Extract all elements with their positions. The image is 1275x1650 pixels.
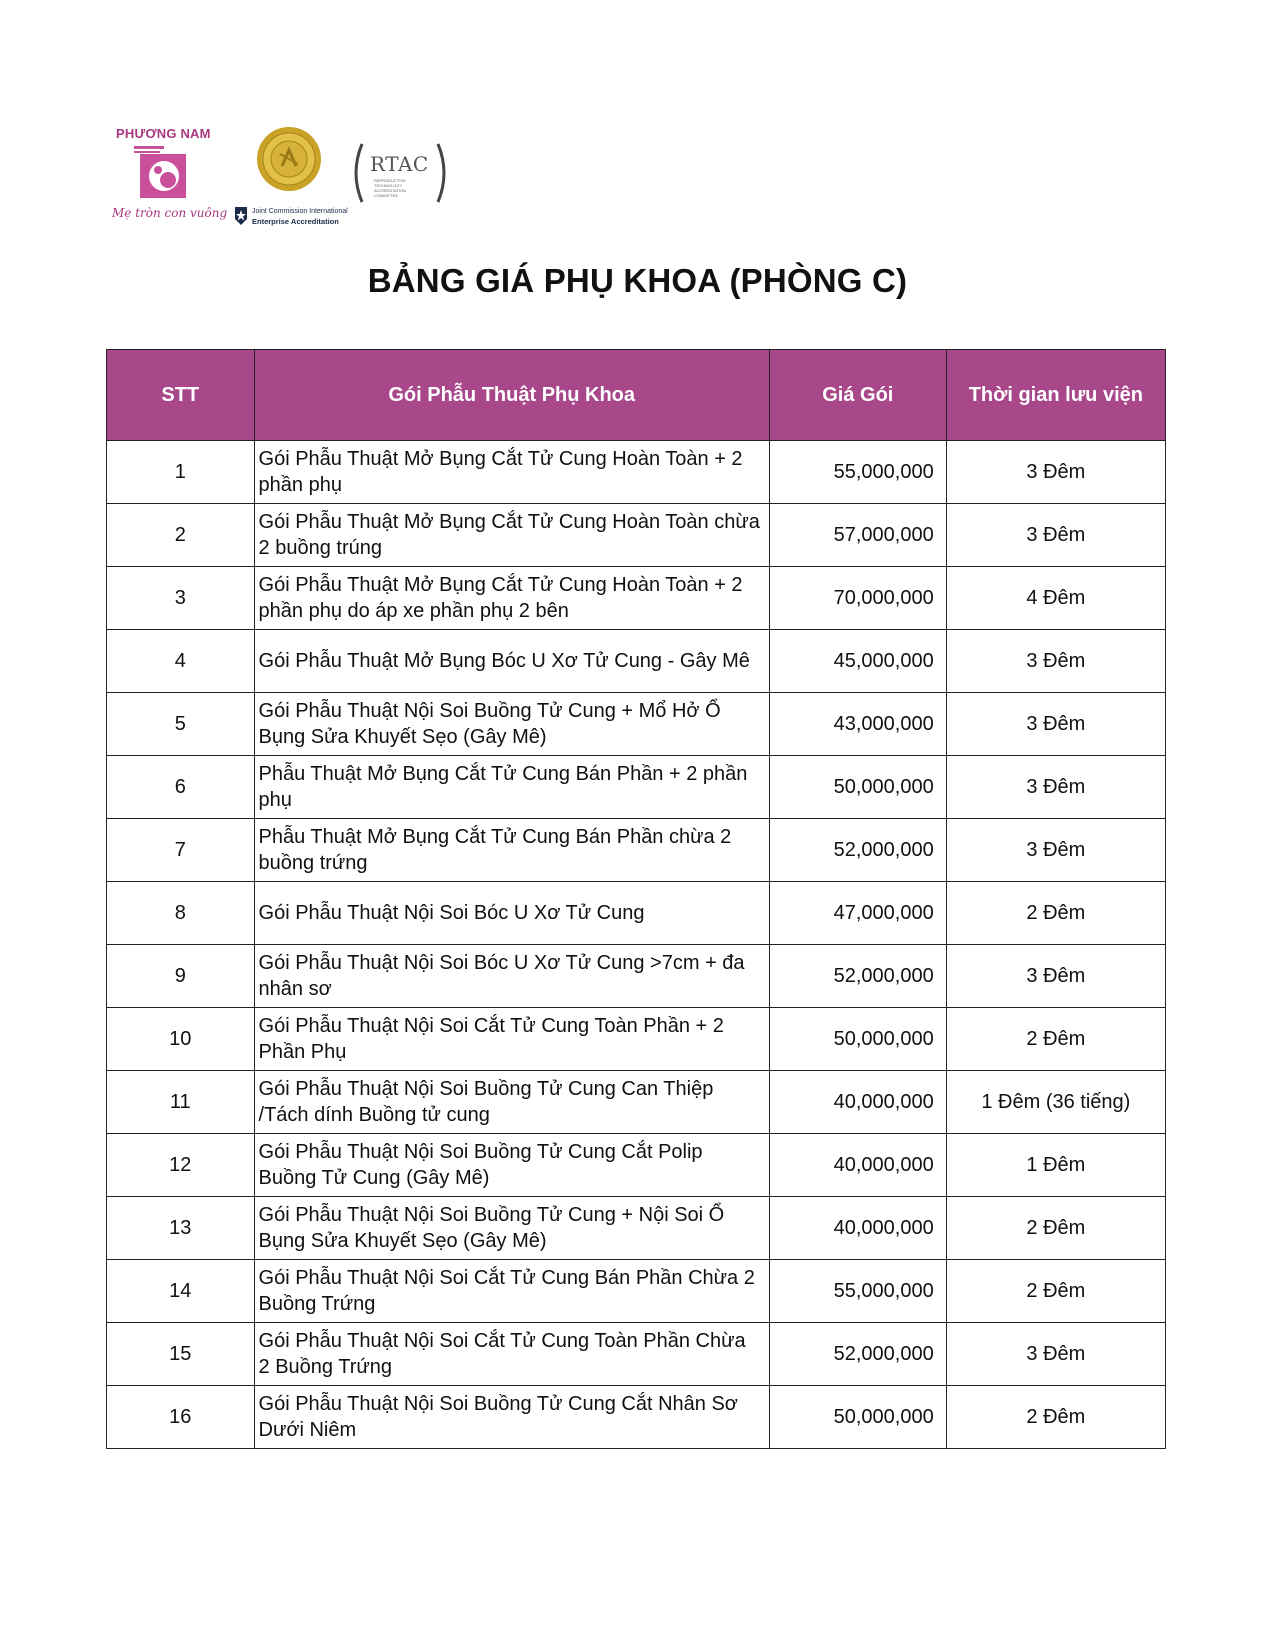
- cell-time: 2 Đêm: [946, 1008, 1165, 1071]
- cell-name: Gói Phẫu Thuật Nội Soi Buồng Tử Cung Cắt Polip Buồng Tử Cung (Gây Mê): [254, 1134, 769, 1197]
- cell-time: 1 Đêm (36 tiếng): [946, 1071, 1165, 1134]
- cell-stt: 12: [107, 1134, 255, 1197]
- cell-time: 3 Đêm: [946, 756, 1165, 819]
- cell-name: Gói Phẫu Thuật Nội Soi Cắt Tử Cung Toàn Phần Chừa 2 Buồng Trứng: [254, 1323, 769, 1386]
- cell-stt: 2: [107, 504, 255, 567]
- rtac-word: RTAC: [370, 152, 429, 176]
- table-row: [107, 756, 1166, 819]
- cell-time: 2 Đêm: [946, 882, 1165, 945]
- cell-stt: 6: [107, 756, 255, 819]
- cell-stt: 13: [107, 1197, 255, 1260]
- jci-gold-seal-icon: [256, 126, 322, 192]
- cell-name: Gói Phẫu Thuật Nội Soi Cắt Tử Cung Bán Phần Chừa 2 Buồng Trứng: [254, 1260, 769, 1323]
- header-price: Giá Gói: [769, 350, 946, 441]
- jci-line2: Enterprise Accreditation: [252, 217, 339, 226]
- cell-time: 3 Đêm: [946, 945, 1165, 1008]
- jci-star-icon: [234, 206, 248, 226]
- table-row: [107, 504, 1166, 567]
- cell-time: 3 Đêm: [946, 441, 1165, 504]
- cell-stt: 15: [107, 1323, 255, 1386]
- table-row: [107, 567, 1166, 630]
- cell-name: Gói Phẫu Thuật Nội Soi Buồng Tử Cung Cắt Nhân Sơ Dưới Niêm: [254, 1386, 769, 1449]
- table-header-row: [107, 350, 1166, 441]
- price-table: [106, 349, 1166, 1449]
- cell-name: Gói Phẫu Thuật Nội Soi Buồng Tử Cung + Nội Soi Ổ Bụng Sửa Khuyết Sẹo (Gây Mê): [254, 1197, 769, 1260]
- jci-logo: [228, 126, 356, 238]
- cell-time: 4 Đêm: [946, 567, 1165, 630]
- header-stt: STT: [107, 350, 255, 441]
- rtac-logo: [352, 140, 448, 206]
- table-row: [107, 1386, 1166, 1449]
- cell-name: Gói Phẫu Thuật Mở Bụng Cắt Tử Cung Hoàn Toàn + 2 phần phụ: [254, 441, 769, 504]
- cell-price: 40,000,000: [769, 1197, 946, 1260]
- cell-stt: 4: [107, 630, 255, 693]
- table-row: [107, 1071, 1166, 1134]
- jci-line1: Joint Commission International: [252, 208, 348, 215]
- phuong-nam-logo: [112, 126, 228, 236]
- cell-stt: 3: [107, 567, 255, 630]
- cell-price: 70,000,000: [769, 567, 946, 630]
- cell-price: 57,000,000: [769, 504, 946, 567]
- cell-price: 40,000,000: [769, 1134, 946, 1197]
- cell-price: 52,000,000: [769, 945, 946, 1008]
- cell-price: 50,000,000: [769, 756, 946, 819]
- cell-stt: 8: [107, 882, 255, 945]
- header-time: Thời gian lưu viện: [946, 350, 1165, 441]
- cell-name: Gói Phẫu Thuật Nội Soi Cắt Tử Cung Toàn Phần + 2 Phần Phụ: [254, 1008, 769, 1071]
- cell-price: 43,000,000: [769, 693, 946, 756]
- header-name: Gói Phẫu Thuật Phụ Khoa: [254, 350, 769, 441]
- cell-price: 50,000,000: [769, 1386, 946, 1449]
- cell-time: 3 Đêm: [946, 819, 1165, 882]
- table-row: [107, 1197, 1166, 1260]
- cell-stt: 9: [107, 945, 255, 1008]
- phuong-nam-name: PHƯƠNG NAM: [116, 126, 211, 141]
- rtac-subtitle: REPRODUCTIVE TECHNOLOGY ACCREDITATION COMMITTEE: [374, 178, 407, 198]
- cell-price: 47,000,000: [769, 882, 946, 945]
- cell-stt: 10: [107, 1008, 255, 1071]
- cell-name: Phẫu Thuật Mở Bụng Cắt Tử Cung Bán Phần + 2 phần phụ: [254, 756, 769, 819]
- cell-price: 45,000,000: [769, 630, 946, 693]
- table-row: [107, 630, 1166, 693]
- cell-price: 40,000,000: [769, 1071, 946, 1134]
- cell-stt: 16: [107, 1386, 255, 1449]
- table-row: [107, 819, 1166, 882]
- cell-price: 55,000,000: [769, 1260, 946, 1323]
- table-row: [107, 1260, 1166, 1323]
- cell-price: 50,000,000: [769, 1008, 946, 1071]
- cell-stt: 11: [107, 1071, 255, 1134]
- cell-time: 2 Đêm: [946, 1386, 1165, 1449]
- cell-name: Gói Phẫu Thuật Nội Soi Buồng Tử Cung Can Thiệp /Tách dính Buồng tử cung: [254, 1071, 769, 1134]
- cell-price: 52,000,000: [769, 819, 946, 882]
- logo-bar: [112, 118, 492, 238]
- cell-name: Gói Phẫu Thuật Nội Soi Bóc U Xơ Tử Cung >7cm + đa nhân sơ: [254, 945, 769, 1008]
- table-row: [107, 945, 1166, 1008]
- cell-stt: 14: [107, 1260, 255, 1323]
- cell-time: 3 Đêm: [946, 1323, 1165, 1386]
- table-row: [107, 1134, 1166, 1197]
- table-row: [107, 441, 1166, 504]
- cell-name: Gói Phẫu Thuật Mở Bụng Cắt Tử Cung Hoàn Toàn + 2 phần phụ do áp xe phần phụ 2 bên: [254, 567, 769, 630]
- cell-time: 3 Đêm: [946, 504, 1165, 567]
- table-row: [107, 693, 1166, 756]
- table-row: [107, 1008, 1166, 1071]
- cell-time: 3 Đêm: [946, 693, 1165, 756]
- cell-price: 52,000,000: [769, 1323, 946, 1386]
- cell-time: 2 Đêm: [946, 1260, 1165, 1323]
- cell-name: Gói Phẫu Thuật Nội Soi Bóc U Xơ Tử Cung: [254, 882, 769, 945]
- page-title: BẢNG GIÁ PHỤ KHOA (PHÒNG C): [367, 262, 908, 299]
- cell-name: Gói Phẫu Thuật Mở Bụng Cắt Tử Cung Hoàn Toàn chừa 2 buồng trúng: [254, 504, 769, 567]
- phuong-nam-slogan: Mẹ tròn con vuông: [112, 206, 228, 220]
- cell-price: 55,000,000: [769, 441, 946, 504]
- cell-stt: 5: [107, 693, 255, 756]
- phuong-nam-mark-icon: [134, 146, 189, 201]
- cell-stt: 7: [107, 819, 255, 882]
- cell-name: Phẫu Thuật Mở Bụng Cắt Tử Cung Bán Phần chừa 2 buồng trứng: [254, 819, 769, 882]
- cell-name: Gói Phẫu Thuật Nội Soi Buồng Tử Cung + Mổ Hở Ổ Bụng Sửa Khuyết Sẹo (Gây Mê): [254, 693, 769, 756]
- cell-time: 2 Đêm: [946, 1197, 1165, 1260]
- cell-name: Gói Phẫu Thuật Mở Bụng Bóc U Xơ Tử Cung - Gây Mê: [254, 630, 769, 693]
- table-row: [107, 1323, 1166, 1386]
- cell-time: 1 Đêm: [946, 1134, 1165, 1197]
- cell-stt: 1: [107, 441, 255, 504]
- cell-time: 3 Đêm: [946, 630, 1165, 693]
- table-row: [107, 882, 1166, 945]
